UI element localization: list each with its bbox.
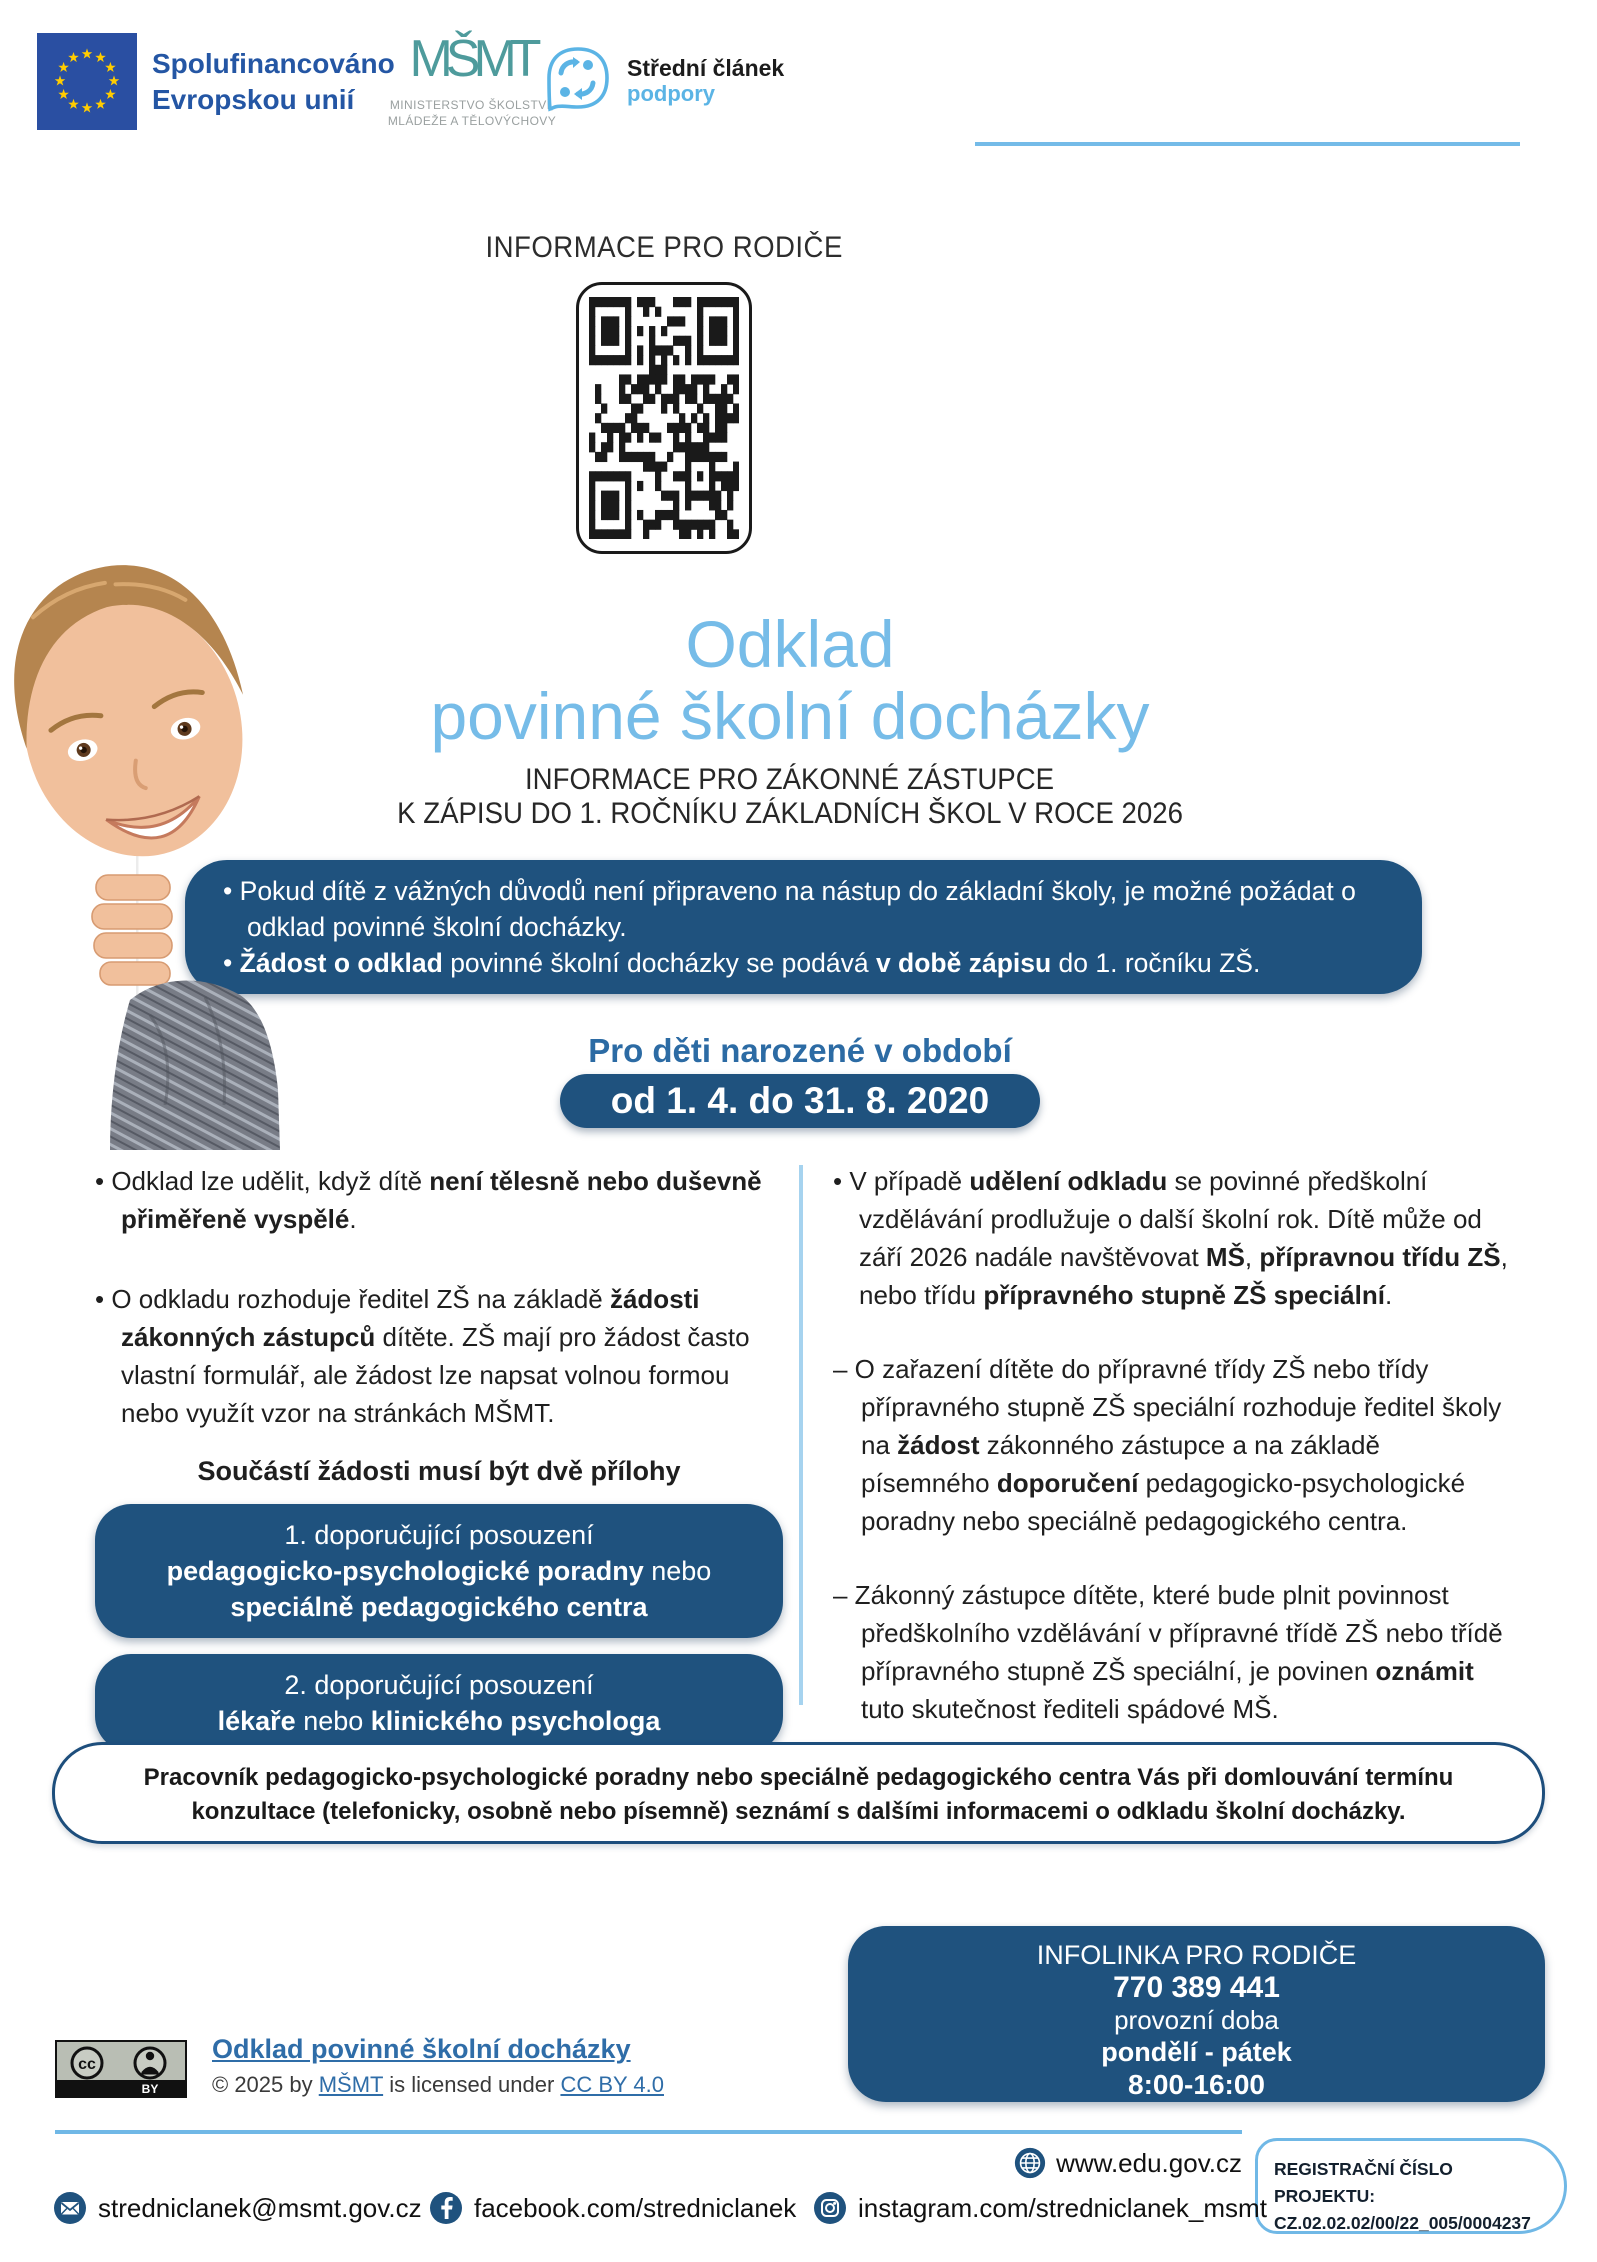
globe-icon — [1013, 2146, 1047, 2180]
child-peeking-photo — [0, 545, 280, 1150]
msmt-caption — [372, 97, 572, 129]
attachment2-line1: 2. doporučující posouzení — [284, 1670, 594, 1700]
license-title-link[interactable]: Odklad povinné školní docházky — [212, 2034, 631, 2064]
cc-by-badge — [55, 2040, 187, 2098]
by-label: BY — [141, 2082, 159, 2096]
cc-by-link[interactable]: CC BY 4.0 — [560, 2072, 664, 2097]
msmt-link[interactable]: MŠMT — [318, 2072, 384, 2097]
birth-period-range-badge: od 1. 4. do 31. 8. 2020 — [560, 1074, 1040, 1128]
page-subtitle-line2: K ZÁPISU DO 1. ROČNÍKU ZÁKLADNÍCH ŠKOL V ROCE 2026 — [397, 797, 1183, 830]
page-title-line1: Odklad — [685, 607, 895, 681]
eu-logo-line1: Spolufinancováno — [152, 47, 395, 79]
facebook-icon — [428, 2190, 464, 2226]
svg-text:cc: cc — [78, 2056, 96, 2073]
stredni-clanek-text — [627, 55, 784, 107]
msmt-caption-line1: MINISTERSTVO ŠKOLSTVÍ, — [389, 98, 555, 112]
email-icon — [52, 2190, 88, 2226]
attachments-heading: Součástí žádosti musí být dvě přílohy — [197, 1456, 681, 1486]
instagram-row — [812, 2190, 1267, 2226]
intro-bullet-2: • Žádost o odklad povinné školní docházky se podává v době zápisu do 1. ročníku ZŠ. — [223, 945, 1384, 981]
attachment1-line2: pedagogicko-psychologické poradny nebo — [166, 1556, 712, 1586]
attachment2-line2: lékaře nebo klinického psychologa — [217, 1706, 661, 1736]
right-dash-2: – Zákonný zástupce dítěte, které bude plnit povinnost předškolního vzdělávání v přípravné třídě ZŠ nebo třídě přípravného stupně ZŠ speciální, je povinen oznámit tuto skutečnost řediteli spádové MŠ. — [833, 1580, 1503, 1724]
page-title-line2: povinné školní docházky — [430, 679, 1150, 753]
eu-logo-text — [152, 46, 395, 118]
msmt-monogram-icon — [397, 26, 547, 90]
instagram-icon — [812, 2190, 848, 2226]
stredni-clanek-logo — [547, 47, 784, 115]
qr-code — [576, 282, 752, 554]
attachment-box-1 — [95, 1504, 783, 1638]
header-divider-line — [975, 142, 1520, 146]
cycle-bubble-icon — [547, 47, 609, 115]
facebook-link[interactable]: facebook.com/stredniclanek — [474, 2192, 797, 2223]
qr-code-pattern — [589, 297, 739, 539]
registration-number: CZ.02.02.02/00/22_005/0004237 — [1274, 2213, 1531, 2233]
right-dash-1: – O zařazení dítěte do přípravné třídy ZŠ nebo třídy přípravného stupně ZŠ speciální rozhoduje ředitel školy na žádost zákonného zástupce a na základě písemného doporučení pedagogicko-psychologické poradny nebo speciálně pedagogického centra. — [833, 1354, 1502, 1536]
intro-highlight-box — [185, 860, 1422, 994]
left-bullet-1: • Odklad lze udělit, když dítě není tělesně nebo duševně přiměřeně vyspělé. — [95, 1162, 783, 1238]
right-bullet-1: • V případě udělení odkladu se povinné předškolní vzdělávání prodlužuje o další školní rok. Dítě může od září 2026 nadále navštěvovat MŠ, přípravnou třídu ZŠ, nebo třídu přípravného stupně ZŠ speciální. — [833, 1162, 1509, 1314]
infoline-heading: INFOLINKA PRO RODIČE — [1036, 1940, 1357, 1970]
column-divider — [799, 1165, 803, 1705]
page-subtitle-line1: INFORMACE PRO ZÁKONNÉ ZÁSTUPCE — [525, 763, 1055, 796]
intro-bullet-1: • Pokud dítě z vážných důvodů není připraveno na nástup do základní školy, je možné požádat o odklad povinné školní docházky. — [223, 873, 1384, 945]
footer-divider-line — [55, 2130, 1242, 2134]
stredni-clanek-subtitle: podpory — [627, 81, 715, 106]
birth-period-heading: Pro děti narozené v období — [588, 1032, 1012, 1069]
website-link[interactable]: www.edu.gov.cz — [1056, 2147, 1242, 2178]
msmt-logo — [372, 26, 572, 129]
registration-label: REGISTRAČNÍ ČÍSLO PROJEKTU: — [1274, 2159, 1453, 2206]
child-hand — [92, 875, 172, 985]
email-row — [52, 2190, 422, 2226]
msmt-monogram-text: MŠMT — [409, 30, 535, 88]
eu-cofunded-logo — [37, 33, 395, 130]
msmt-caption-line2: MLÁDEŽE A TĚLOVÝCHOVY — [387, 114, 557, 128]
consultation-note-box: Pracovník pedagogicko-psychologické poradny nebo speciálně pedagogického centra Vás při domlouvání termínu konzultace (telefonicky, osobně nebo písemně) seznámí s dalšími informacemi o odkladu školní docházky. — [52, 1742, 1545, 1844]
stredni-clanek-title: Střední článek — [627, 55, 785, 81]
infoline-box — [848, 1926, 1545, 2102]
eu-flag-icon — [37, 33, 137, 130]
license-line: © 2025 by MŠMT is licensed under CC BY 4.0 — [212, 2072, 664, 2097]
infoline-hours-label: provozní doba — [1114, 2005, 1279, 2035]
attachment1-line1: 1. doporučující posouzení — [284, 1520, 594, 1550]
email-link[interactable]: stredniclanek@msmt.gov.cz — [98, 2192, 422, 2223]
qr-section-heading: INFORMACE PRO RODIČE — [485, 231, 843, 264]
attribution-person-icon — [135, 2048, 165, 2078]
infoline-phone: 770 389 441 — [1113, 1971, 1280, 2004]
attachment-box-2 — [95, 1654, 783, 1752]
attachment1-line3: speciálně pedagogického centra — [230, 1592, 648, 1622]
instagram-link[interactable]: instagram.com/stredniclanek_msmt — [858, 2192, 1267, 2223]
right-column — [833, 1162, 1509, 1728]
infoline-time: 8:00-16:00 — [1128, 2069, 1265, 2100]
left-column — [95, 1162, 783, 1752]
eu-logo-line2: Evropskou unií — [152, 83, 355, 115]
left-bullet-2: • O odkladu rozhoduje ředitel ZŠ na základě žádosti zákonných zástupců dítěte. ZŠ mají pro žádost často vlastní formulář, ale žádost lze napsat volnou formou nebo využít vzor na stránkách MŠMT. — [95, 1280, 783, 1432]
infoline-days: pondělí - pátek — [1101, 2037, 1292, 2067]
facebook-row — [428, 2190, 796, 2226]
registration-box — [1255, 2138, 1567, 2234]
website-row — [900, 2146, 1242, 2180]
